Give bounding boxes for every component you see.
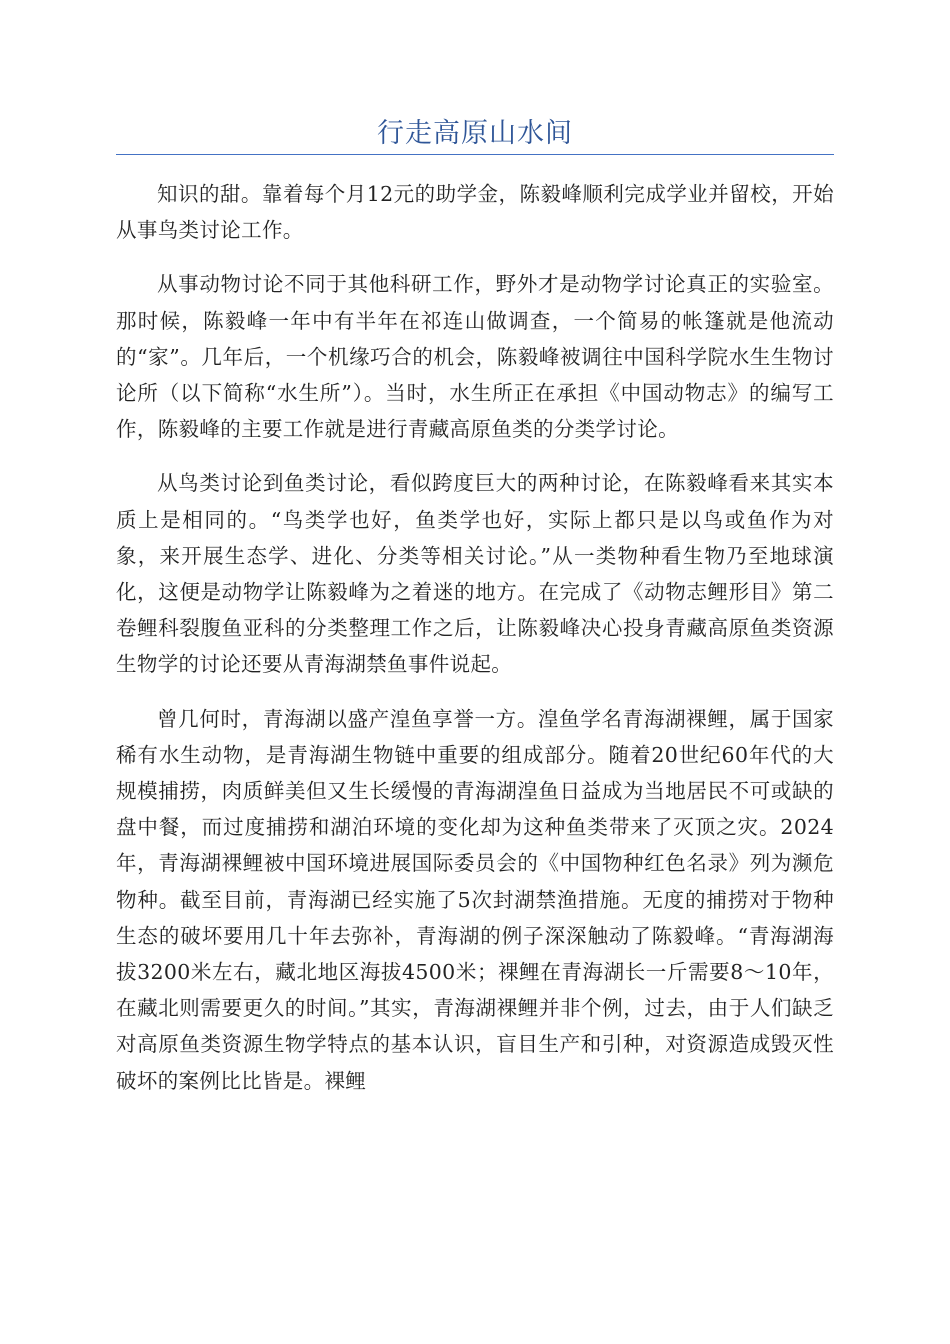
document-title: 行走高原山水间 [377, 118, 573, 149]
document-body [116, 176, 834, 1117]
paragraph-1: 知识的甜。靠着每个月12元的助学金，陈毅峰顺利完成学业并留校，开始从事鸟类讨论工作。 [116, 182, 834, 243]
paragraph-4: 曾几何时，青海湖以盛产湟鱼享誉一方。湟鱼学名青海湖裸鲤，属于国家稀有水生动物，是青海湖生物链中重要的组成部分。随着20世纪60年代的大规模捕捞，肉质鲜美但又生长缓慢的青海湖湟鱼日益成为当地居民不可或缺的盘中餐，而过度捕捞和湖泊环境的变化却为这种鱼类带来了灭顶之灾。2024年，青海湖裸鲤被中国环境进展国际委员会的《中国物种红色名录》列为濒危物种。截至目前，青海湖已经实施了5次封湖禁渔措施。无度的捕捞对于物种生态的破坏要用几十年去弥补，青海湖的例子深深触动了陈毅峰。“青海湖海拔3200米左右，藏北地区海拔4500米；裸鲤在青海湖长一斤需要8～10年，在藏北则需要更久的时间。”其实，青海湖裸鲤并非个例，过去，由于人们缺乏对高原鱼类资源生物学特点的基本认识，盲目生产和引种，对资源造成毁灭性破坏的案例比比皆是。裸鲤 [116, 706, 834, 1093]
title-underline-rule [116, 154, 834, 155]
paragraph-2: 从事动物讨论不同于其他科研工作，野外才是动物学讨论真正的实验室。那时候，陈毅峰一年中有半年在祁连山做调查，一个简易的帐篷就是他流动的“家”。几年后，一个机缘巧合的机会，陈毅峰被调往中国科学院水生生物讨论所（以下简称“水生所”）。当时，水生所正在承担《中国动物志》的编写工作，陈毅峰的主要工作就是进行青藏高原鱼类的分类学讨论。 [116, 272, 834, 442]
paragraph-3: 从鸟类讨论到鱼类讨论，看似跨度巨大的两种讨论，在陈毅峰看来其实本质上是相同的。“鸟类学也好，鱼类学也好，实际上都只是以鸟或鱼作为对象，来开展生态学、进化、分类等相关讨论。”从一类物种看生物乃至地球演化，这便是动物学让陈毅峰为之着迷的地方。在完成了《动物志鲤形目》第二卷鲤科裂腹鱼亚科的分类整理工作之后，让陈毅峰决心投身青藏高原鱼类资源生物学的讨论还要从青海湖禁鱼事件说起。 [116, 471, 834, 677]
